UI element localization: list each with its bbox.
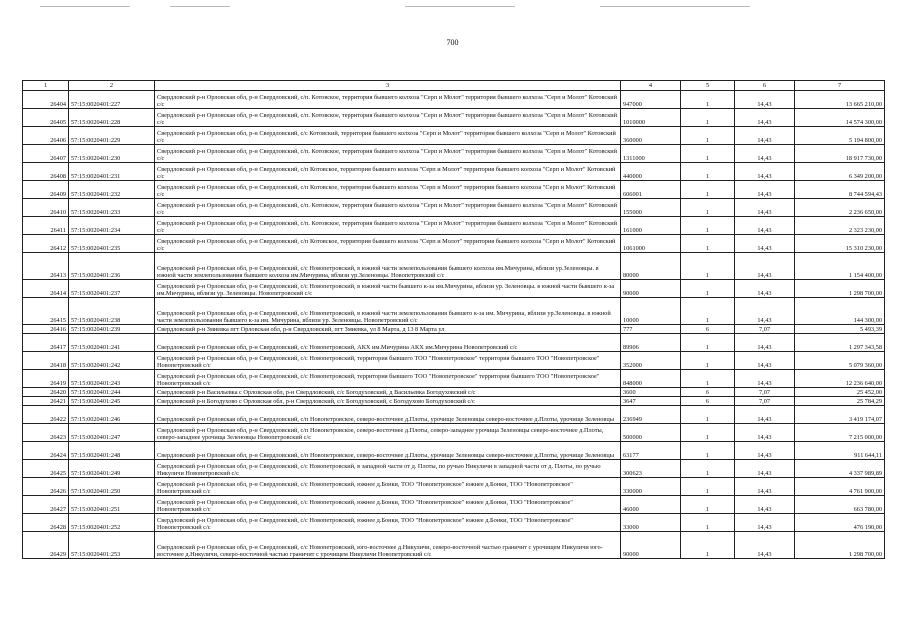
row-number: 26425: [23, 460, 69, 478]
location-description: Свердловский р-н Орловская обл, р-н Свердловский, с/п. Котовское, территория бывшего колхоза "Серп и Молот" территория бывшего колхоза "Серп и Молот" Котовский с/с: [155, 217, 621, 235]
category-code: 1: [681, 217, 735, 235]
cadastral-value: 15 310 230,00: [795, 235, 885, 253]
location-description: Свердловский р-н Орловская обл, р-н Свердловский, с/с Новопетровский, в южной части бывшего к-за им.Мичурина, вблизи ур. Зеленовцы. в южной части бывшего к-за им.Мичурина, вблизи ур. Зеленовцы. Новопетровский с/с: [155, 280, 621, 298]
cadastral-number: 57:15:0020401:248: [69, 442, 155, 460]
row-number: 26405: [23, 109, 69, 127]
row-number: 26428: [23, 514, 69, 532]
cadastral-value: 1 298 700,00: [795, 280, 885, 298]
row-number: 26406: [23, 127, 69, 145]
category-code: 6: [681, 325, 735, 334]
table-row: [23, 352, 885, 370]
table-row: [23, 235, 885, 253]
area-value: 440000: [621, 163, 681, 181]
row-number: 26411: [23, 217, 69, 235]
category-code: 1: [681, 334, 735, 352]
cadastral-value: 4 337 989,89: [795, 460, 885, 478]
row-number: 26417: [23, 334, 69, 352]
category-code: 6: [681, 388, 735, 397]
cadastral-value: 476 190,00: [795, 514, 885, 532]
row-number: 26429: [23, 532, 69, 559]
category-code: 1: [681, 163, 735, 181]
table-row: [23, 496, 885, 514]
area-value: 90000: [621, 532, 681, 559]
cadastral-number: 57:15:0020401:241: [69, 334, 155, 352]
area-value: 236949: [621, 406, 681, 424]
location-description: Свердловский р-н Орловская обл, р-н Свердловский, с/с Новопетровский, южнее д.Бонки, ТОО "Новопетровское" южнее д.Бонки, ТОО "Новопетровское" Новопетровский с/с: [155, 496, 621, 514]
area-value: 155000: [621, 199, 681, 217]
rate-value: 14,43: [735, 424, 795, 442]
cadastral-number: 57:15:0020401:236: [69, 253, 155, 280]
table-row: [23, 334, 885, 352]
area-value: 352000: [621, 352, 681, 370]
table-body: [23, 91, 885, 559]
cadastral-value: 25 784,29: [795, 397, 885, 406]
rate-value: 14,43: [735, 127, 795, 145]
category-code: 1: [681, 253, 735, 280]
table-row: [23, 109, 885, 127]
rate-value: 7,07: [735, 388, 795, 397]
rate-value: 7,07: [735, 325, 795, 334]
rate-value: 14,43: [735, 352, 795, 370]
category-code: 1: [681, 91, 735, 109]
area-value: 80000: [621, 253, 681, 280]
rate-value: 14,43: [735, 181, 795, 199]
cadastral-value: 5 493,39: [795, 325, 885, 334]
table-row: [23, 127, 885, 145]
table-row: [23, 325, 885, 334]
table-row: [23, 298, 885, 325]
row-number: 26421: [23, 397, 69, 406]
table-row: [23, 253, 885, 280]
table-row: [23, 217, 885, 235]
scan-artifact: [600, 6, 750, 7]
row-number: 26407: [23, 145, 69, 163]
rate-value: 14,43: [735, 496, 795, 514]
area-value: 300623: [621, 460, 681, 478]
area-value: 606001: [621, 181, 681, 199]
location-description: Свердловский р-н Змиевка пгт Орловская обл, р-н Свердловский, пгт Змиевка, ул 8 Марта, д 13 8 Марта ул: [155, 325, 621, 334]
category-code: 1: [681, 352, 735, 370]
cadastral-number: 57:15:0020401:243: [69, 370, 155, 388]
cadastral-value: 5 194 800,00: [795, 127, 885, 145]
cadastral-number: 57:15:0020401:233: [69, 199, 155, 217]
category-code: 1: [681, 280, 735, 298]
rate-value: 14,43: [735, 163, 795, 181]
area-value: 10000: [621, 298, 681, 325]
cadastral-number: 57:15:0020401:227: [69, 91, 155, 109]
cadastral-number: 57:15:0020401:239: [69, 325, 155, 334]
table-row: [23, 397, 885, 406]
table-row: [23, 532, 885, 559]
rate-value: 14,43: [735, 145, 795, 163]
location-description: Свердловский р-н Орловская обл, р-н Свердловский, с/с Новопетровский, южнее д.Бонки, ТОО "Новопетровское" южнее д.Бонки, ТОО "Новопетровское" Новопетровский с/с: [155, 478, 621, 496]
location-description: Свердловский р-н Богодухово с Орловская обл, р-н Свердловский, с/с Богодуховский, с Богодухово Богодуховский с/с: [155, 397, 621, 406]
row-number: 26408: [23, 163, 69, 181]
location-description: Свердловский р-н Орловская обл, р-н Свердловский, с/п. Котовское, территория бывшего колхоза "Серп и Молот" территория бывшего колхоза "Серп и Молот" Котовский с/с: [155, 199, 621, 217]
area-value: 330000: [621, 478, 681, 496]
location-description: Свердловский р-н Орловская обл, р-н Свердловский, с/п. Котовское, территория бывшего колхоза "Серп и Молот" территория бывшего колхоза "Серп и Молот" Котовский с/с: [155, 91, 621, 109]
area-value: 161000: [621, 217, 681, 235]
page-number: 700: [446, 38, 459, 47]
cadastral-number: 57:15:0020401:246: [69, 406, 155, 424]
area-value: 848000: [621, 370, 681, 388]
category-code: 1: [681, 406, 735, 424]
rate-value: 14,43: [735, 235, 795, 253]
cadastral-number: 57:15:0020401:237: [69, 280, 155, 298]
area-value: 89906: [621, 334, 681, 352]
scan-artifact: [170, 6, 230, 7]
row-number: 26415: [23, 298, 69, 325]
category-code: 1: [681, 109, 735, 127]
row-number: 26409: [23, 181, 69, 199]
area-value: 33000: [621, 514, 681, 532]
category-code: 1: [681, 424, 735, 442]
cadastral-value: 14 574 300,00: [795, 109, 885, 127]
column-header: 6: [735, 81, 795, 91]
location-description: Свердловский р-н Орловская обл, р-н Свердловский, с/с Котовский, территория бывшего колхоза "Серп и Молот" территория бывшего колхоза "Серп и Молот" Котовский с/с: [155, 127, 621, 145]
row-number: 26413: [23, 253, 69, 280]
category-code: 1: [681, 127, 735, 145]
location-description: Свердловский р-н Орловская обл, р-н Свердловский, с/п. Котовское, территория бывшего колхоза "Серп и Молот" территория бывшего колхоза "Серп и Молот" Котовский с/с: [155, 145, 621, 163]
location-description: Свердловский р-н Орловская обл, р-н Свердловский, с/п. Котовское, территория бывшего колхоза "Серп и Молот" территория бывшего колхоза "Серп и Молот" Котовский с/с: [155, 109, 621, 127]
cadastral-number: 57:15:0020401:250: [69, 478, 155, 496]
table-row: [23, 91, 885, 109]
category-code: 6: [681, 397, 735, 406]
cadastral-value: 144 300,00: [795, 298, 885, 325]
column-header: 3: [155, 81, 621, 91]
table-row: [23, 442, 885, 460]
location-description: Свердловский р-н Орловская обл, р-н Свердловский, с/п Новопетровское, северо-восточнее д.Плоты, северо-западнее урочища Зеленовцы северо-восточнее д.Плоты, северо-западнее урочища Зеленовцы Новопетровский с/с: [155, 424, 621, 442]
row-number: 26426: [23, 478, 69, 496]
cadastral-value: 5 079 360,00: [795, 352, 885, 370]
rate-value: 14,43: [735, 109, 795, 127]
category-code: 1: [681, 442, 735, 460]
area-value: 90000: [621, 280, 681, 298]
table-row: [23, 406, 885, 424]
row-number: 26423: [23, 424, 69, 442]
location-description: Свердловский р-н Орловская обл, р-н Свердловский, с/с Новопетровский, в южной части землепользования бывшего к-за им. Мичурина, вблизи ур.Зеленовцы. в южной части землепользования бывшего к-за им. Мичурина, вблизи ур. Зеленовцы. Новопетровский с/с: [155, 298, 621, 325]
area-value: 46000: [621, 496, 681, 514]
cadastral-value: 7 215 000,00: [795, 424, 885, 442]
category-code: 1: [681, 478, 735, 496]
row-number: 26410: [23, 199, 69, 217]
area-value: 3647: [621, 397, 681, 406]
location-description: Свердловский р-н Орловская обл, р-н Свердловский, с/с Новопетровский, южнее д.Бонки, ТОО "Новопетровское" южнее д.Бонки, ТОО "Новопетровское" Новопетровский с/с: [155, 514, 621, 532]
column-header: 5: [681, 81, 735, 91]
cadastral-value: 2 323 230,00: [795, 217, 885, 235]
cadastral-value: 12 236 640,00: [795, 370, 885, 388]
area-value: 1061000: [621, 235, 681, 253]
column-header: 2: [69, 81, 155, 91]
area-value: 3600: [621, 388, 681, 397]
location-description: Свердловский р-н Орловская обл, р-н Свердловский, с/с Новопетровский, территория бывшего ТОО "Новопетровское" территория бывшего ТОО "Новопетровское" Новопетровский с/с: [155, 352, 621, 370]
cadastral-number: 57:15:0020401:230: [69, 145, 155, 163]
cadastral-value: 25 452,00: [795, 388, 885, 397]
area-value: 63177: [621, 442, 681, 460]
table-row: [23, 163, 885, 181]
rate-value: 14,43: [735, 298, 795, 325]
cadastral-number: 57:15:0020401:245: [69, 397, 155, 406]
rate-value: 14,43: [735, 91, 795, 109]
cadastral-value: 663 780,00: [795, 496, 885, 514]
column-header: 7: [795, 81, 885, 91]
rate-value: 14,43: [735, 199, 795, 217]
row-number: 26412: [23, 235, 69, 253]
category-code: 1: [681, 235, 735, 253]
cadastral-number: 57:15:0020401:234: [69, 217, 155, 235]
cadastral-number: 57:15:0020401:238: [69, 298, 155, 325]
cadastral-number: 57:15:0020401:249: [69, 460, 155, 478]
row-number: 26418: [23, 352, 69, 370]
cadastral-value: 1 154 400,00: [795, 253, 885, 280]
table-row: [23, 460, 885, 478]
area-value: 500000: [621, 424, 681, 442]
row-number: 26404: [23, 91, 69, 109]
cadastral-value: 8 744 594,43: [795, 181, 885, 199]
category-code: 1: [681, 460, 735, 478]
table-row: [23, 280, 885, 298]
location-description: Свердловский р-н Орловская обл, р-н Свердловский, с/с Новопетровский, АКХ им.Мичурина АКХ им.Мичурина Новопетровский с/с: [155, 334, 621, 352]
table-row: [23, 199, 885, 217]
row-number: 26422: [23, 406, 69, 424]
location-description: Свердловский р-н Орловская обл, р-н Свердловский, с/п Котовское, территория бывшего колхоза "Серп и Молот" территория бывшего колхоза "Серп и Молот" Котовский с/с: [155, 235, 621, 253]
cadastral-value: 4 761 900,00: [795, 478, 885, 496]
cadastral-value: 1 298 700,00: [795, 532, 885, 559]
location-description: Свердловский р-н Орловская обл, р-н Свердловский, с/с Новопетровский, в южной части землепользования бывшего колхоза им.Мичурина, вблизи ур.Зеленовцы. в южной части землепользования бывшего колхоза им.Мичурина, вблизи ур.Зеленовцы. Новопетровский с/с: [155, 253, 621, 280]
rate-value: 14,43: [735, 217, 795, 235]
location-description: Свердловский р-н Орловская обл, р-н Свердловский, с/с Новопетровский, юго-восточнее д.Никуличи, северо-восточной частью граничит с урочищем Никуличи юго-восточнее д.Никуличи, северо-восточной частью граничит с урочищем Никуличи Новопетровский с/с: [155, 532, 621, 559]
rate-value: 14,43: [735, 514, 795, 532]
table-row: [23, 424, 885, 442]
area-value: 1010000: [621, 109, 681, 127]
cadastral-number: 57:15:0020401:235: [69, 235, 155, 253]
category-code: 1: [681, 199, 735, 217]
cadastral-value: 6 349 200,00: [795, 163, 885, 181]
row-number: 26414: [23, 280, 69, 298]
category-code: 1: [681, 181, 735, 199]
land-register-table: [22, 80, 885, 559]
category-code: 1: [681, 298, 735, 325]
cadastral-value: 2 236 650,00: [795, 199, 885, 217]
area-value: 777: [621, 325, 681, 334]
cadastral-number: 57:15:0020401:228: [69, 109, 155, 127]
rate-value: 14,43: [735, 478, 795, 496]
location-description: Свердловский р-н Орловская обл, р-н Свердловский, с/с Новопетровский, в западной части от д. Плоты, по ручью Никуличи в западной части от д. Плоты, по ручью Никуличи Новопетровский с/с: [155, 460, 621, 478]
location-description: Свердловский р-н Орловская обл, р-н Свердловский, с/п Новопетровское, северо-восточнее д.Плоты, урочище Зеленовцы северо-восточнее д.Плоты, урочище Зеленовцы: [155, 406, 621, 424]
category-code: 1: [681, 496, 735, 514]
location-description: Свердловский р-н Орловская обл, р-н Свердловский, с/п Новопетровское, северо-восточнее д.Плоты, урочище Зеленовцы северо-восточнее д.Плоты, урочище Зеленовцы: [155, 442, 621, 460]
cadastral-number: 57:15:0020401:229: [69, 127, 155, 145]
row-number: 26416: [23, 325, 69, 334]
category-code: 1: [681, 145, 735, 163]
scan-artifact: [405, 6, 515, 7]
location-description: Свердловский р-н Орловская обл, р-н Свердловский, с/п Котовское, территория бывшего колхоза "Серп и Молот" территория бывшего колхоза "Серп и Молот" Котовский с/с: [155, 163, 621, 181]
cadastral-number: 57:15:0020401:232: [69, 181, 155, 199]
cadastral-number: 57:15:0020401:244: [69, 388, 155, 397]
rate-value: 14,43: [735, 460, 795, 478]
rate-value: 14,43: [735, 253, 795, 280]
location-description: Свердловский р-н Васильевка с Орловская обл, р-н Свердловский, с/с Богодуховский, д Васильевка Богодуховский с/с: [155, 388, 621, 397]
row-number: 26419: [23, 370, 69, 388]
row-number: 26424: [23, 442, 69, 460]
cadastral-value: 3 419 174,07: [795, 406, 885, 424]
rate-value: 14,43: [735, 370, 795, 388]
cadastral-value: 13 665 210,00: [795, 91, 885, 109]
rate-value: 7,07: [735, 397, 795, 406]
rate-value: 14,43: [735, 532, 795, 559]
area-value: 360000: [621, 127, 681, 145]
table-row: [23, 181, 885, 199]
rate-value: 14,43: [735, 406, 795, 424]
table-row: [23, 478, 885, 496]
category-code: 1: [681, 370, 735, 388]
table-row: [23, 388, 885, 397]
rate-value: 14,43: [735, 442, 795, 460]
rate-value: 14,43: [735, 280, 795, 298]
table-row: [23, 514, 885, 532]
cadastral-number: 57:15:0020401:242: [69, 352, 155, 370]
category-code: 1: [681, 532, 735, 559]
table-row: [23, 145, 885, 163]
cadastral-value: 18 917 730,00: [795, 145, 885, 163]
rate-value: 14,43: [735, 334, 795, 352]
cadastral-number: 57:15:0020401:247: [69, 424, 155, 442]
column-header: 1: [23, 81, 69, 91]
cadastral-value: 1 297 343,58: [795, 334, 885, 352]
cadastral-number: 57:15:0020401:253: [69, 532, 155, 559]
location-description: Свердловский р-н Орловская обл, р-н Свердловский, с/п Котовское, территория бывшего колхоза "Серп и Молот" территория бывшего колхоза "Серп и Молот" Котовский с/с: [155, 181, 621, 199]
cadastral-number: 57:15:0020401:251: [69, 496, 155, 514]
header-row: [23, 81, 885, 91]
scan-artifact: [40, 6, 130, 7]
area-value: 947000: [621, 91, 681, 109]
area-value: 1311000: [621, 145, 681, 163]
cadastral-value: 911 644,11: [795, 442, 885, 460]
category-code: 1: [681, 514, 735, 532]
location-description: Свердловский р-н Орловская обл, р-н Свердловский, с/с Новопетровский, территория бывшего ТОО "Новопетровское" территория бывшего ТОО "Новопетровское" Новопетровский с/с: [155, 370, 621, 388]
column-header: 4: [621, 81, 681, 91]
cadastral-number: 57:15:0020401:231: [69, 163, 155, 181]
table-row: [23, 370, 885, 388]
row-number: 26420: [23, 388, 69, 397]
row-number: 26427: [23, 496, 69, 514]
cadastral-number: 57:15:0020401:252: [69, 514, 155, 532]
